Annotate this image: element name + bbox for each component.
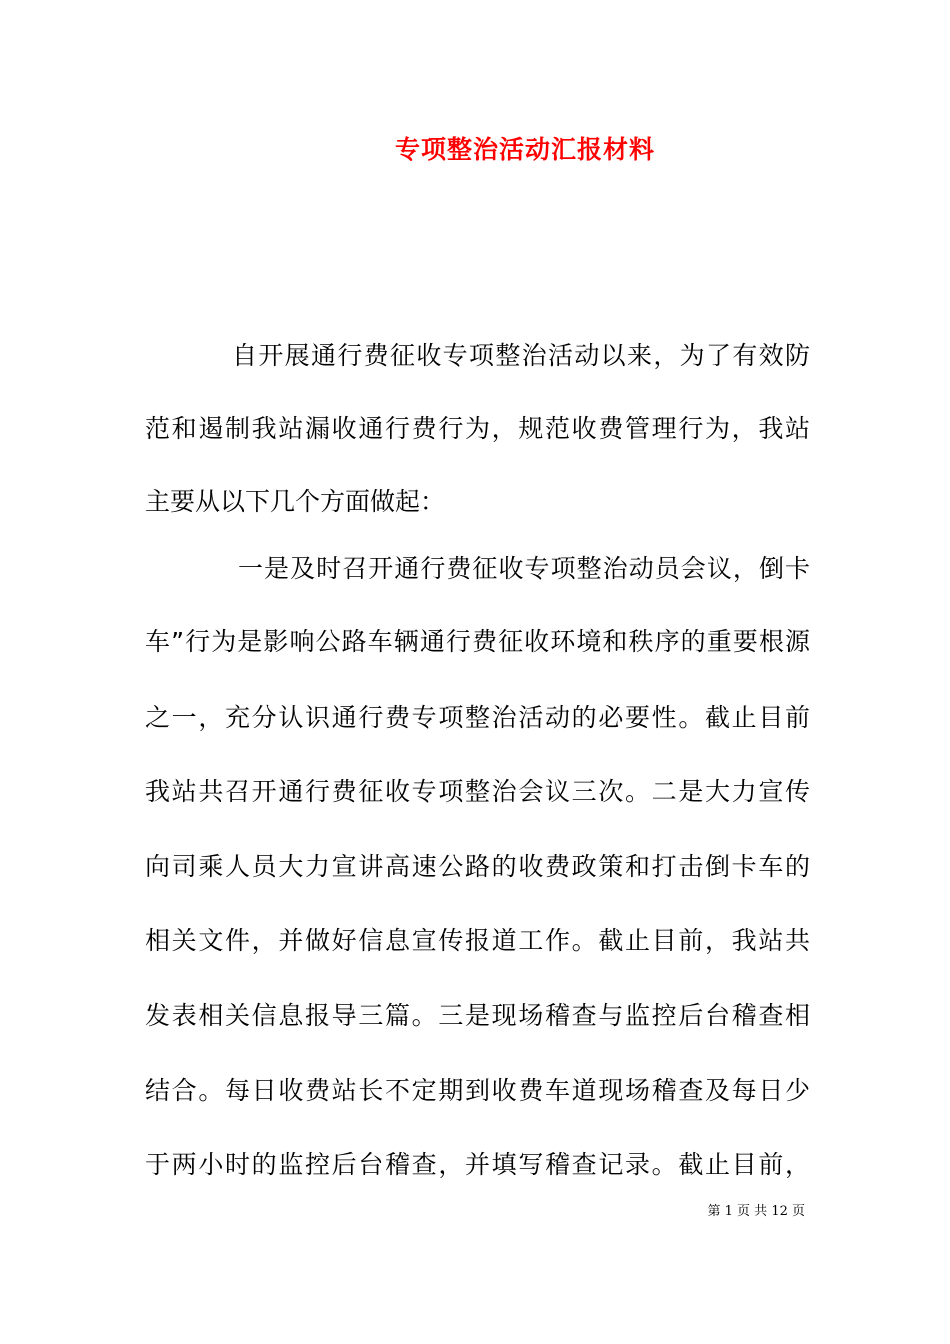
document-title: 专项整治活动汇报材料	[394, 135, 655, 164]
paragraph-line: 向司乘人员大力宣讲高速公路的收费政策和打击倒卡车的	[145, 852, 810, 881]
paragraph-line: 相关文件，并做好信息宣传报道工作。截止目前，我站共	[145, 926, 810, 955]
paragraph-line: 我站共召开通行费征收专项整治会议三次。二是大力宣传	[145, 777, 810, 806]
paragraph-line: 发表相关信息报导三篇。三是现场稽查与监控后台稽查相	[145, 1001, 810, 1030]
paragraph-line: 主要从以下几个方面做起：	[145, 487, 446, 516]
paragraph-line: 一是及时召开通行费征收专项整治动员会议，倒卡	[238, 554, 810, 583]
paragraph-line: 之一，充分认识通行费专项整治活动的必要性。截止目前	[145, 703, 810, 732]
paragraph-line: 范和遏制我站漏收通行费行为，规范收费管理行为，我站	[145, 414, 810, 443]
paragraph-line: 车”行为是影响公路车辆通行费征收环境和秩序的重要根源	[145, 627, 810, 656]
page-number-footer: 第 1 页 共 12 页	[707, 1204, 805, 1219]
paragraph-line: 于两小时的监控后台稽查，并填写稽查记录。截止目前，	[145, 1150, 810, 1179]
paragraph-line: 结合。每日收费站长不定期到收费车道现场稽查及每日少	[145, 1076, 810, 1105]
paragraph-line: 自开展通行费征收专项整治活动以来，为了有效防	[232, 341, 810, 370]
